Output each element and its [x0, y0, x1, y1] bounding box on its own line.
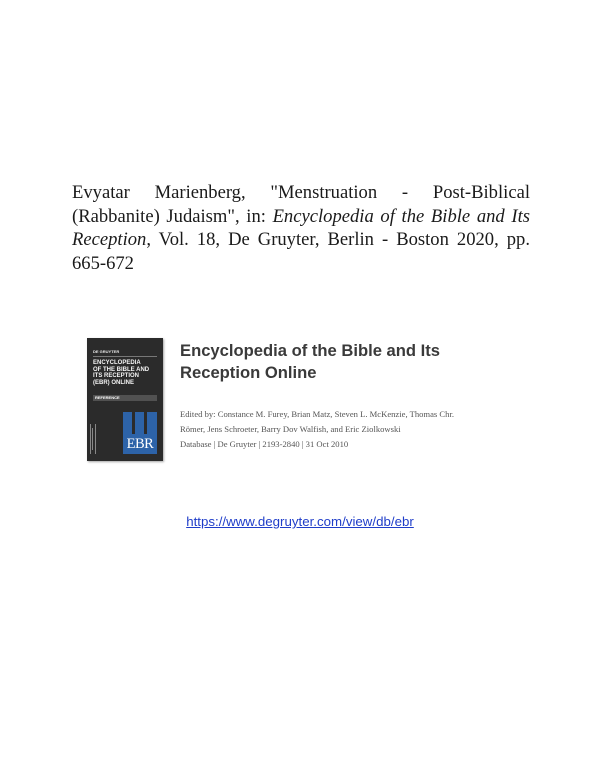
database-meta — [180, 407, 510, 453]
cover-title — [93, 360, 159, 386]
journal-title-part-1: Encyclopedia of the Bible and Its — [272, 205, 530, 227]
database-title — [180, 340, 510, 384]
citation-line-2 — [72, 205, 530, 229]
citation-line-1: Evyatar Marienberg, "Menstruation - Post-Biblical — [72, 182, 530, 203]
citation-line-2-text: (Rabbanite) Judaism", in: — [72, 205, 273, 227]
database-link[interactable]: https://www.degruyter.com/view/db/ebr — [186, 514, 414, 529]
cover-title-line: ITS RECEPTION — [93, 373, 140, 380]
cover-divider — [93, 356, 157, 357]
database-info-line: Database | De Gruyter | 2193-2840 | 31 Oct 2010 — [180, 439, 349, 450]
cover-side-mark — [90, 424, 96, 454]
citation-paragraph — [72, 181, 530, 275]
book-cover-image — [87, 338, 163, 461]
database-title-line: Encyclopedia of the Bible and Its — [180, 341, 441, 360]
cover-reference-badge: REFERENCE — [93, 395, 157, 401]
ebr-logo: EBR — [123, 434, 157, 454]
citation-line-3-text: , Vol. 18, De Gruyter, Berlin - Boston 2020, pp. — [146, 229, 530, 250]
database-title-line: Reception Online — [180, 363, 317, 382]
citation-line-4: 665-672 — [72, 252, 134, 274]
editors-line: Edited by: Constance M. Furey, Brian Matz, Steven L. McKenzie, Thomas Chr. — [180, 409, 454, 419]
citation-line-3 — [72, 228, 530, 252]
cover-stripes — [123, 412, 157, 434]
editors-line: Römer, Jens Schroeter, Barry Dov Walfish, and Eric Ziolkowski — [180, 424, 401, 435]
database-banner — [87, 338, 513, 464]
cover-title-line: ENCYCLOPEDIA — [93, 360, 141, 366]
cover-title-line: OF THE BIBLE AND — [93, 366, 150, 373]
cover-title-line: (EBR) ONLINE — [93, 379, 134, 386]
journal-title-part-2: Reception — [72, 229, 147, 250]
cover-publisher: DE GRUYTER — [93, 349, 120, 354]
